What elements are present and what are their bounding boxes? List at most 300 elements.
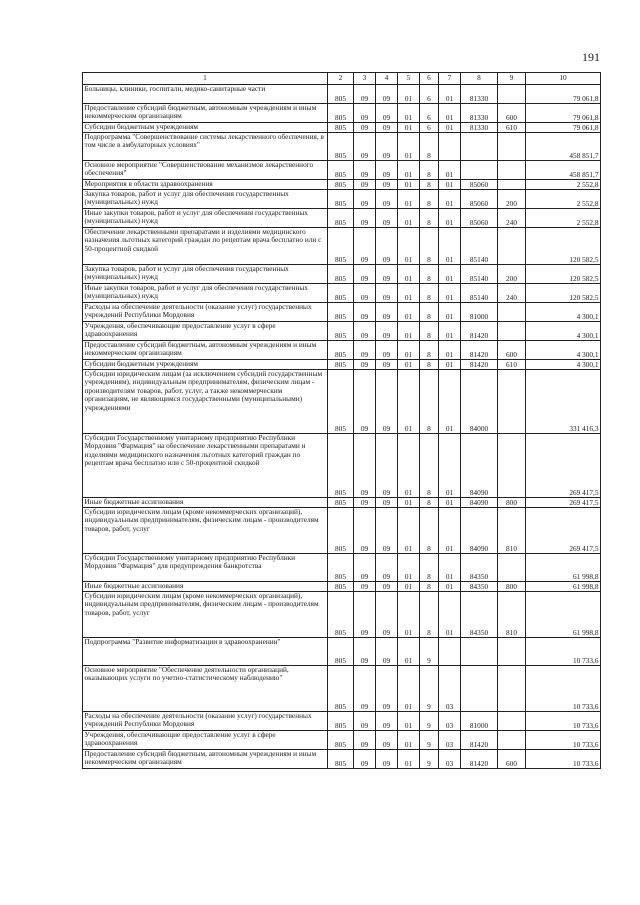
direction-cell: 84350 [461,582,498,592]
table-row [83,666,601,712]
subprogram-cell: 6 [420,123,439,133]
program-cell: 01 [398,265,420,284]
direction-cell: 81420 [461,731,498,750]
table-row [83,370,601,434]
table-row [83,750,601,769]
event-cell: 01 [439,180,461,190]
subsection-cell: 09 [376,228,398,265]
expense-type-cell: 800 [498,582,526,592]
subprogram-cell: 9 [420,750,439,769]
admin-code-cell: 805 [328,284,354,303]
subprogram-cell: 8 [420,303,439,322]
admin-code-cell: 805 [328,434,354,498]
subsection-cell: 09 [376,85,398,104]
expense-type-cell: 810 [498,592,526,638]
section-cell: 09 [354,190,376,209]
subprogram-cell: 9 [420,638,439,666]
admin-code-cell: 805 [328,498,354,508]
program-cell: 01 [398,731,420,750]
program-cell: 01 [398,123,420,133]
amount-cell: 10 733,6 [526,750,601,769]
amount-cell: 4 300,1 [526,303,601,322]
admin-code-cell: 805 [328,123,354,133]
section-cell: 09 [354,582,376,592]
amount-cell: 79 061,8 [526,123,601,133]
admin-code-cell: 805 [328,322,354,341]
section-cell: 09 [354,731,376,750]
subprogram-cell: 8 [420,161,439,180]
amount-cell: 10 733,6 [526,731,601,750]
table-row [83,123,601,133]
admin-code-cell: 805 [328,582,354,592]
expense-type-cell [498,434,526,498]
amount-cell: 10 733,6 [526,638,601,666]
subsection-cell: 09 [376,666,398,712]
event-cell: 01 [439,228,461,265]
amount-cell: 4 300,1 [526,341,601,360]
name-cell: Субсидии бюджетным учреждениям [83,123,328,133]
name-cell: Расходы на обеспечение деятельности (оказание услуг) государственных учреждений Республики Мордовия [83,303,328,322]
direction-cell: 85140 [461,284,498,303]
table-row [83,284,601,303]
direction-cell: 81420 [461,360,498,370]
program-cell: 01 [398,322,420,341]
program-cell: 01 [398,582,420,592]
subsection-cell: 09 [376,592,398,638]
program-cell: 01 [398,434,420,498]
expense-type-cell: 810 [498,508,526,554]
section-cell: 09 [354,638,376,666]
admin-code-cell: 805 [328,133,354,161]
col-header-5: 5 [398,73,420,85]
direction-cell: 81330 [461,85,498,104]
subprogram-cell: 8 [420,370,439,434]
subsection-cell: 09 [376,341,398,360]
table-row [83,180,601,190]
name-cell: Предоставление субсидий бюджетным, автономным учреждениям и иным некоммерческим организациям [83,750,328,769]
direction-cell [461,666,498,712]
subsection-cell: 09 [376,498,398,508]
event-cell: 01 [439,265,461,284]
section-cell: 09 [354,434,376,498]
amount-cell: 120 582,5 [526,228,601,265]
subprogram-cell: 8 [420,592,439,638]
table-row [83,303,601,322]
name-cell: Обеспечение лекарственными препаратами и изделиями медицинского назначения льготных категорий граждан по рецептам врача бесплатно или с 50-процентной скидкой [83,228,328,265]
admin-code-cell: 805 [328,508,354,554]
program-cell: 01 [398,592,420,638]
amount-cell: 2 552,8 [526,190,601,209]
table-row [83,85,601,104]
expense-type-cell: 200 [498,190,526,209]
section-cell: 09 [354,712,376,731]
section-cell: 09 [354,209,376,228]
table-row [83,190,601,209]
subsection-cell: 09 [376,209,398,228]
section-cell: 09 [354,133,376,161]
subprogram-cell: 9 [420,731,439,750]
table-row [83,508,601,554]
program-cell: 01 [398,228,420,265]
subsection-cell: 09 [376,322,398,341]
admin-code-cell: 805 [328,592,354,638]
subsection-cell: 09 [376,104,398,123]
expense-type-cell [498,180,526,190]
name-cell: Субсидии юридическим лицам (за исключением субсидий государственным учреждениям), индивидуальным предпринимателям, физическим лицам - производителям товаров, работ, услуг, а также некоммерческим организациям, не являющимся государственными (муниципальными) учреждениями [83,370,328,434]
direction-cell: 84090 [461,508,498,554]
section-cell: 09 [354,341,376,360]
amount-cell: 269 417,5 [526,434,601,498]
expense-type-cell: 600 [498,750,526,769]
direction-cell: 85140 [461,228,498,265]
amount-cell: 79 061,8 [526,104,601,123]
admin-code-cell: 805 [328,712,354,731]
event-cell: 01 [439,209,461,228]
admin-code-cell: 805 [328,265,354,284]
direction-cell: 84090 [461,498,498,508]
name-cell: Предоставление субсидий бюджетным, автономным учреждениям и иным некоммерческим организациям [83,104,328,123]
subsection-cell: 09 [376,750,398,769]
admin-code-cell: 805 [328,370,354,434]
col-header-9: 9 [498,73,526,85]
subprogram-cell: 8 [420,498,439,508]
event-cell: 01 [439,370,461,434]
subsection-cell: 09 [376,370,398,434]
subprogram-cell: 8 [420,228,439,265]
event-cell: 01 [439,161,461,180]
program-cell: 01 [398,284,420,303]
name-cell: Иные бюджетные ассигнования [83,582,328,592]
amount-cell: 269 417,5 [526,498,601,508]
admin-code-cell: 805 [328,209,354,228]
expense-type-cell [498,638,526,666]
section-cell: 09 [354,592,376,638]
section-cell: 09 [354,322,376,341]
col-header-7: 7 [439,73,461,85]
name-cell: Иные закупки товаров, работ и услуг для обеспечения государственных (муниципальных) нужд [83,209,328,228]
name-cell: Иные бюджетные ассигнования [83,498,328,508]
section-cell: 09 [354,161,376,180]
expense-type-cell: 610 [498,360,526,370]
direction-cell [461,133,498,161]
subprogram-cell: 8 [420,190,439,209]
amount-cell: 79 061,8 [526,85,601,104]
admin-code-cell: 805 [328,85,354,104]
section-cell: 09 [354,265,376,284]
subsection-cell: 09 [376,360,398,370]
amount-cell: 4 300,1 [526,360,601,370]
subprogram-cell: 8 [420,209,439,228]
direction-cell: 81000 [461,303,498,322]
amount-cell: 61 998,8 [526,554,601,582]
table-row [83,434,601,498]
name-cell: Субсидии бюджетным учреждениям [83,360,328,370]
program-cell: 01 [398,666,420,712]
name-cell: Учреждения, обеспечивающие предоставление услуг в сфере здравоохранения [83,322,328,341]
section-cell: 09 [354,666,376,712]
direction-cell: 81420 [461,750,498,769]
name-cell: Субсидии юридическим лицам (кроме некоммерческих организаций), индивидуальным предпринимателям, физическим лицам - производителям товаров, работ, услуг [83,508,328,554]
program-cell: 01 [398,209,420,228]
admin-code-cell: 805 [328,161,354,180]
section-cell: 09 [354,750,376,769]
name-cell: Учреждения, обеспечивающие предоставление услуг в сфере здравоохранения [83,731,328,750]
name-cell: Субсидии юридическим лицам (кроме некоммерческих организаций), индивидуальным предпринимателям, физическим лицам - производителям товаров, работ, услуг [83,592,328,638]
event-cell: 01 [439,322,461,341]
name-cell: Мероприятия в области здравоохранения [83,180,328,190]
program-cell: 01 [398,508,420,554]
event-cell [439,638,461,666]
subsection-cell: 09 [376,731,398,750]
event-cell: 01 [439,498,461,508]
section-cell: 09 [354,228,376,265]
table-row [83,265,601,284]
subsection-cell: 09 [376,265,398,284]
section-cell: 09 [354,360,376,370]
subprogram-cell: 8 [420,180,439,190]
budget-table [82,72,601,769]
event-cell: 01 [439,554,461,582]
direction-cell: 84090 [461,434,498,498]
expense-type-cell: 610 [498,123,526,133]
admin-code-cell: 805 [328,731,354,750]
table-row [83,731,601,750]
event-cell: 01 [439,592,461,638]
admin-code-cell: 805 [328,341,354,360]
col-header-3: 3 [354,73,376,85]
admin-code-cell: 805 [328,180,354,190]
subsection-cell: 09 [376,554,398,582]
budget-table-container [82,72,600,769]
amount-cell: 61 998,8 [526,592,601,638]
subprogram-cell: 8 [420,284,439,303]
section-cell: 09 [354,284,376,303]
direction-cell: 81420 [461,322,498,341]
column-number-row [83,73,601,85]
expense-type-cell: 240 [498,209,526,228]
table-row [83,161,601,180]
amount-cell: 10 733,6 [526,666,601,712]
program-cell: 01 [398,341,420,360]
event-cell: 01 [439,284,461,303]
col-header-6: 6 [420,73,439,85]
event-cell: 01 [439,508,461,554]
page-number: 191 [582,50,600,64]
name-cell: Основное мероприятие "Совершенствование механизмов лекарственного обеспечения" [83,161,328,180]
program-cell: 01 [398,180,420,190]
name-cell: Иные закупки товаров, работ и услуг для обеспечения государственных (муниципальных) нужд [83,284,328,303]
name-cell: Предоставление субсидий бюджетным, автономным учреждениям и иным некоммерческим организациям [83,341,328,360]
expense-type-cell [498,370,526,434]
program-cell: 01 [398,133,420,161]
col-header-4: 4 [376,73,398,85]
direction-cell [461,638,498,666]
section-cell: 09 [354,370,376,434]
amount-cell: 458 851,7 [526,133,601,161]
table-row [83,133,601,161]
col-header-10: 10 [526,73,601,85]
subsection-cell: 09 [376,638,398,666]
table-row [83,638,601,666]
admin-code-cell: 805 [328,554,354,582]
event-cell: 01 [439,104,461,123]
program-cell: 01 [398,370,420,434]
table-header [83,73,601,85]
subsection-cell: 09 [376,161,398,180]
subsection-cell: 09 [376,190,398,209]
expense-type-cell: 240 [498,284,526,303]
col-header-8: 8 [461,73,498,85]
section-cell: 09 [354,180,376,190]
subprogram-cell: 8 [420,508,439,554]
subsection-cell: 09 [376,303,398,322]
name-cell: Больницы, клиники, госпитали, медико-санитарные части [83,85,328,104]
program-cell: 01 [398,498,420,508]
admin-code-cell: 805 [328,190,354,209]
name-cell: Расходы на обеспечение деятельности (оказание услуг) государственных учреждений Республики Мордовия [83,712,328,731]
amount-cell: 10 733,6 [526,712,601,731]
event-cell: 01 [439,434,461,498]
subprogram-cell: 8 [420,582,439,592]
admin-code-cell: 805 [328,360,354,370]
subsection-cell: 09 [376,133,398,161]
subprogram-cell: 8 [420,265,439,284]
section-cell: 09 [354,303,376,322]
subprogram-cell: 8 [420,322,439,341]
amount-cell: 120 582,5 [526,284,601,303]
table-row [83,498,601,508]
subprogram-cell: 8 [420,554,439,582]
expense-type-cell [498,554,526,582]
table-row [83,360,601,370]
table-row [83,228,601,265]
event-cell [439,133,461,161]
section-cell: 09 [354,123,376,133]
direction-cell: 84350 [461,592,498,638]
section-cell: 09 [354,498,376,508]
section-cell: 09 [354,508,376,554]
subprogram-cell: 9 [420,666,439,712]
direction-cell: 81330 [461,104,498,123]
expense-type-cell [498,731,526,750]
section-cell: 09 [354,104,376,123]
table-row [83,209,601,228]
amount-cell: 2 552,8 [526,209,601,228]
table-row [83,712,601,731]
subsection-cell: 09 [376,434,398,498]
event-cell: 01 [439,190,461,209]
expense-type-cell [498,322,526,341]
program-cell: 01 [398,638,420,666]
name-cell: Подпрограмма "Развитие информатизации в здравоохранении" [83,638,328,666]
expense-type-cell [498,85,526,104]
col-header-2: 2 [328,73,354,85]
table-row [83,554,601,582]
name-cell: Субсидии Государственному унитарному предприятию Республики Мордовия "Фармация" для предупреждения банкротства [83,554,328,582]
program-cell: 01 [398,554,420,582]
event-cell: 03 [439,750,461,769]
subsection-cell: 09 [376,123,398,133]
program-cell: 01 [398,104,420,123]
event-cell: 01 [439,341,461,360]
program-cell: 01 [398,190,420,209]
col-header-1: 1 [83,73,328,85]
expense-type-cell: 600 [498,104,526,123]
amount-cell: 269 417,5 [526,508,601,554]
subsection-cell: 09 [376,508,398,554]
subprogram-cell: 6 [420,85,439,104]
subsection-cell: 09 [376,582,398,592]
program-cell: 01 [398,161,420,180]
section-cell: 09 [354,85,376,104]
direction-cell: 84000 [461,370,498,434]
event-cell: 01 [439,303,461,322]
expense-type-cell: 200 [498,265,526,284]
section-cell: 09 [354,554,376,582]
name-cell: Основное мероприятие "Обеспечение деятельности организаций, оказывающих услуги по учетно-статистическому наблюдению" [83,666,328,712]
table-row [83,582,601,592]
program-cell: 01 [398,303,420,322]
direction-cell: 85060 [461,209,498,228]
event-cell: 01 [439,123,461,133]
direction-cell: 84350 [461,554,498,582]
program-cell: 01 [398,85,420,104]
amount-cell: 61 998,8 [526,582,601,592]
event-cell: 01 [439,85,461,104]
event-cell: 03 [439,712,461,731]
amount-cell: 2 552,8 [526,180,601,190]
table-row [83,592,601,638]
expense-type-cell [498,303,526,322]
program-cell: 01 [398,360,420,370]
table-body [83,85,601,769]
subsection-cell: 09 [376,180,398,190]
subsection-cell: 09 [376,284,398,303]
subprogram-cell: 6 [420,104,439,123]
event-cell: 03 [439,666,461,712]
program-cell: 01 [398,750,420,769]
expense-type-cell [498,161,526,180]
expense-type-cell: 800 [498,498,526,508]
expense-type-cell [498,666,526,712]
amount-cell: 458 851,7 [526,161,601,180]
name-cell: Субсидии Государственному унитарному предприятию Республики Мордовия "Фармация" на обеспечение лекарственными препаратами и изделиями медицинского назначения льготных категорий граждан по рецептам врача бесплатно или с 50-процентной скидкой [83,434,328,498]
admin-code-cell: 805 [328,638,354,666]
subsection-cell: 09 [376,712,398,731]
expense-type-cell [498,133,526,161]
event-cell: 01 [439,582,461,592]
admin-code-cell: 805 [328,303,354,322]
subprogram-cell: 9 [420,712,439,731]
direction-cell: 85060 [461,190,498,209]
name-cell: Закупка товаров, работ и услуг для обеспечения государственных (муниципальных) нужд [83,265,328,284]
expense-type-cell [498,228,526,265]
direction-cell: 85060 [461,180,498,190]
subprogram-cell: 8 [420,360,439,370]
subprogram-cell: 8 [420,133,439,161]
direction-cell: 85140 [461,265,498,284]
name-cell: Подпрограмма "Совершенствование системы лекарственного обеспечения, в том числе в амбулаторных условиях" [83,133,328,161]
expense-type-cell: 600 [498,341,526,360]
subprogram-cell: 8 [420,434,439,498]
direction-cell [461,161,498,180]
direction-cell: 81420 [461,341,498,360]
admin-code-cell: 805 [328,228,354,265]
table-row [83,341,601,360]
admin-code-cell: 805 [328,666,354,712]
direction-cell: 81000 [461,712,498,731]
subprogram-cell: 8 [420,341,439,360]
